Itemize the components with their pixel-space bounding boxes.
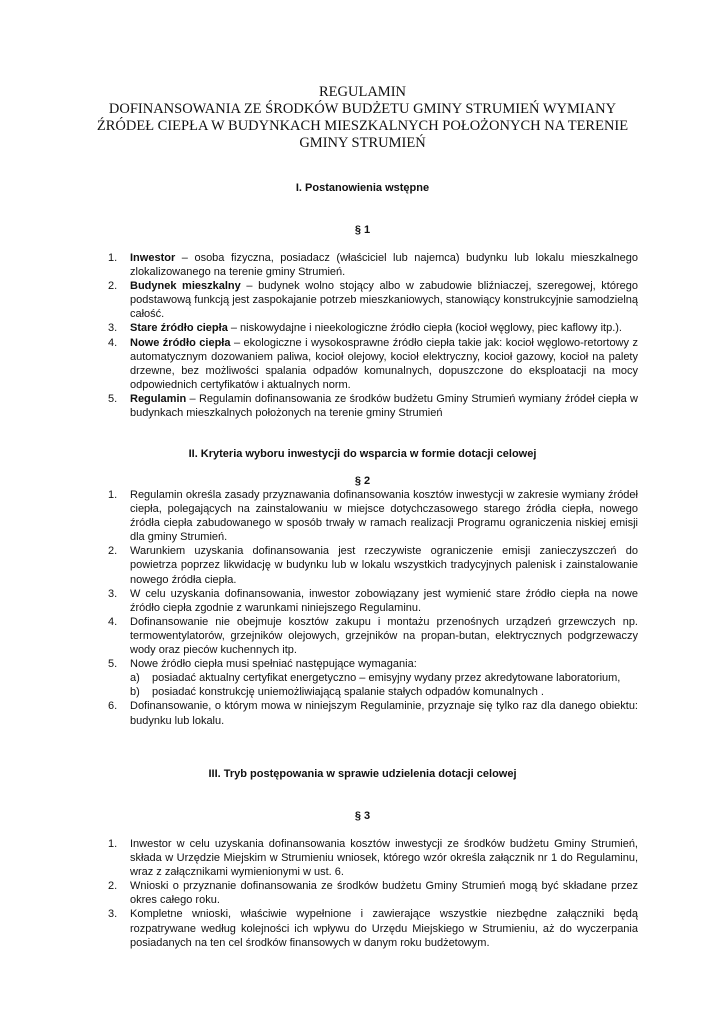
- section-1-list: [108, 251, 638, 420]
- title-line-1: REGULAMIN: [319, 84, 406, 100]
- list-item: 4. Nowe źródło ciepła – ekologiczne i wysokosprawne źródło ciepła takie jak: kocioł węglowo-retortowy z automatycznym dozowaniem paliwa, kocioł olejowy, kocioł elektryczny, kocioł gazowy, kocioł na palety drzewne, bez możliwości spalania odpadów komunalnych, dopuszczone do eksploatacji na mocy odpowiednich certyfikatów i aktualnych norm.: [108, 336, 638, 391]
- sublist-item: a) posiadać aktualny certyfikat energetyczno – emisyjny wydany przez akredytowane laboratorium,: [130, 672, 621, 685]
- section-1-paragraph-mark: § 1: [354, 224, 371, 236]
- section-3-heading: III. Tryb postępowania w sprawie udzielenia dotacji celowej: [208, 768, 517, 780]
- list-item: 4. Dofinansowanie nie obejmuje kosztów zakupu i montażu przenośnych urządzeń grzewczych np. termowentylatorów, grzejników olejowych, grzejników na propan-butan, elektrycznych podgrzewaczy wody oraz pieców kuchennych itp.: [108, 615, 638, 657]
- title-line-3: ŹRÓDEŁ CIEPŁA W BUDYNKACH MIESZKALNYCH POŁOŻONYCH NA TERENIE: [96, 118, 629, 134]
- list-item: 1. Inwestor – osoba fizyczna, posiadacz (właściciel lub najemca) budynku lub lokalu mieszkalnego zlokalizowanego na terenie gminy Strumień.: [108, 252, 638, 279]
- list-item: 5. Regulamin – Regulamin dofinansowania ze środków budżetu Gminy Strumień wymiany źródeł ciepła w budynkach mieszkalnych położonych na terenie gminy Strumień: [108, 392, 638, 420]
- title-line-4: GMINY STRUMIEŃ: [299, 135, 426, 151]
- list-item: 1. Inwestor w celu uzyskania dofinansowania kosztów inwestycji ze środków budżetu Gminy Strumień, składa w Urzędzie Miejskim w Strumieniu wniosek, którego wzór określa załącznik nr 1 do Regulaminu, wraz z załącznikami wymienionymi w ust. 6.: [108, 838, 638, 879]
- section-2-paragraph-mark: § 2: [354, 475, 371, 487]
- document-title: [60, 84, 665, 152]
- section-2-list: [108, 488, 638, 728]
- list-item: 3. Kompletne wnioski, właściwie wypełnione i zawierające wszystkie niezbędne załączniki będą rozpatrywane według kolejności ich wpływu do Urzędu Miejskiego w Strumieniu, aż do wyczerpania posiadanych na ten cel środków finansowych w danym roku budżetowym.: [108, 908, 638, 949]
- list-item: 2. Warunkiem uzyskania dofinansowania jest rzeczywiste ograniczenie emisji zanieczyszczeń do powietrza poprzez likwidację w budynku lub w lokalu wszystkich tradycyjnych palenisk i zainstalowanie nowego źródła ciepła.: [108, 545, 638, 586]
- list-item: 2. Wnioski o przyznanie dofinansowania ze środków budżetu Gminy Strumień mogą być składane przez okres całego roku.: [108, 880, 638, 907]
- list-item: 3. W celu uzyskania dofinansowania, inwestor zobowiązany jest wymienić stare źródło ciepła na nowe źródło ciepła zgodnie z warunkami niniejszego Regulaminu.: [108, 587, 638, 614]
- section-2-sublist: [130, 671, 638, 699]
- section-2-heading: II. Kryteria wyboru inwestycji do wsparcia w formie dotacji celowej: [188, 448, 537, 460]
- title-line-2: DOFINANSOWANIA ZE ŚRODKÓW BUDŻETU GMINY STRUMIEŃ WYMIANY: [108, 101, 617, 117]
- list-item: 1. Regulamin określa zasady przyznawania dofinansowania kosztów inwestycji w zakresie wymiany źródeł ciepła, polegających na zainstalowaniu w miejsce dotychczasowego starego źródła ciepła, nowego źródła ciepła zabudowanego w sposób trwały w ramach realizacji Programu ograniczenia niskiej emisji dla gminy Strumień.: [108, 489, 638, 544]
- sublist-item: b) posiadać konstrukcję uniemożliwiającą spalanie stałych odpadów komunalnych .: [130, 686, 544, 699]
- list-item: 6. Dofinansowanie, o którym mowa w niniejszym Regulaminie, przyznaje się tylko raz dla danego obiektu: budynku lub lokalu.: [108, 700, 638, 727]
- section-1-heading: I. Postanowienia wstępne: [295, 182, 430, 194]
- list-item: 5. Nowe źródło ciepła musi spełniać następujące wymagania: a) posiadać aktualny certyfikat energetyczno – emisyjny wydany przez akredytowane laboratorium, b) posiadać konstrukcję uniemożliwiającą spalanie stałych odpadów komunalnych .: [108, 657, 638, 699]
- list-item: 3. Stare źródło ciepła – niskowydajne i nieekologiczne źródło ciepła (kocioł węglowy, piec kaflowy itp.).: [108, 322, 622, 335]
- list-item: 2. Budynek mieszkalny – budynek wolno stojący albo w zabudowie bliźniaczej, szeregowej, którego podstawową funkcją jest zaspokajanie potrzeb mieszkaniowych, stanowiący konstrukcyjnie samodzielną całość.: [108, 280, 638, 321]
- section-3-list: [108, 837, 638, 950]
- section-3-paragraph-mark: § 3: [354, 810, 371, 822]
